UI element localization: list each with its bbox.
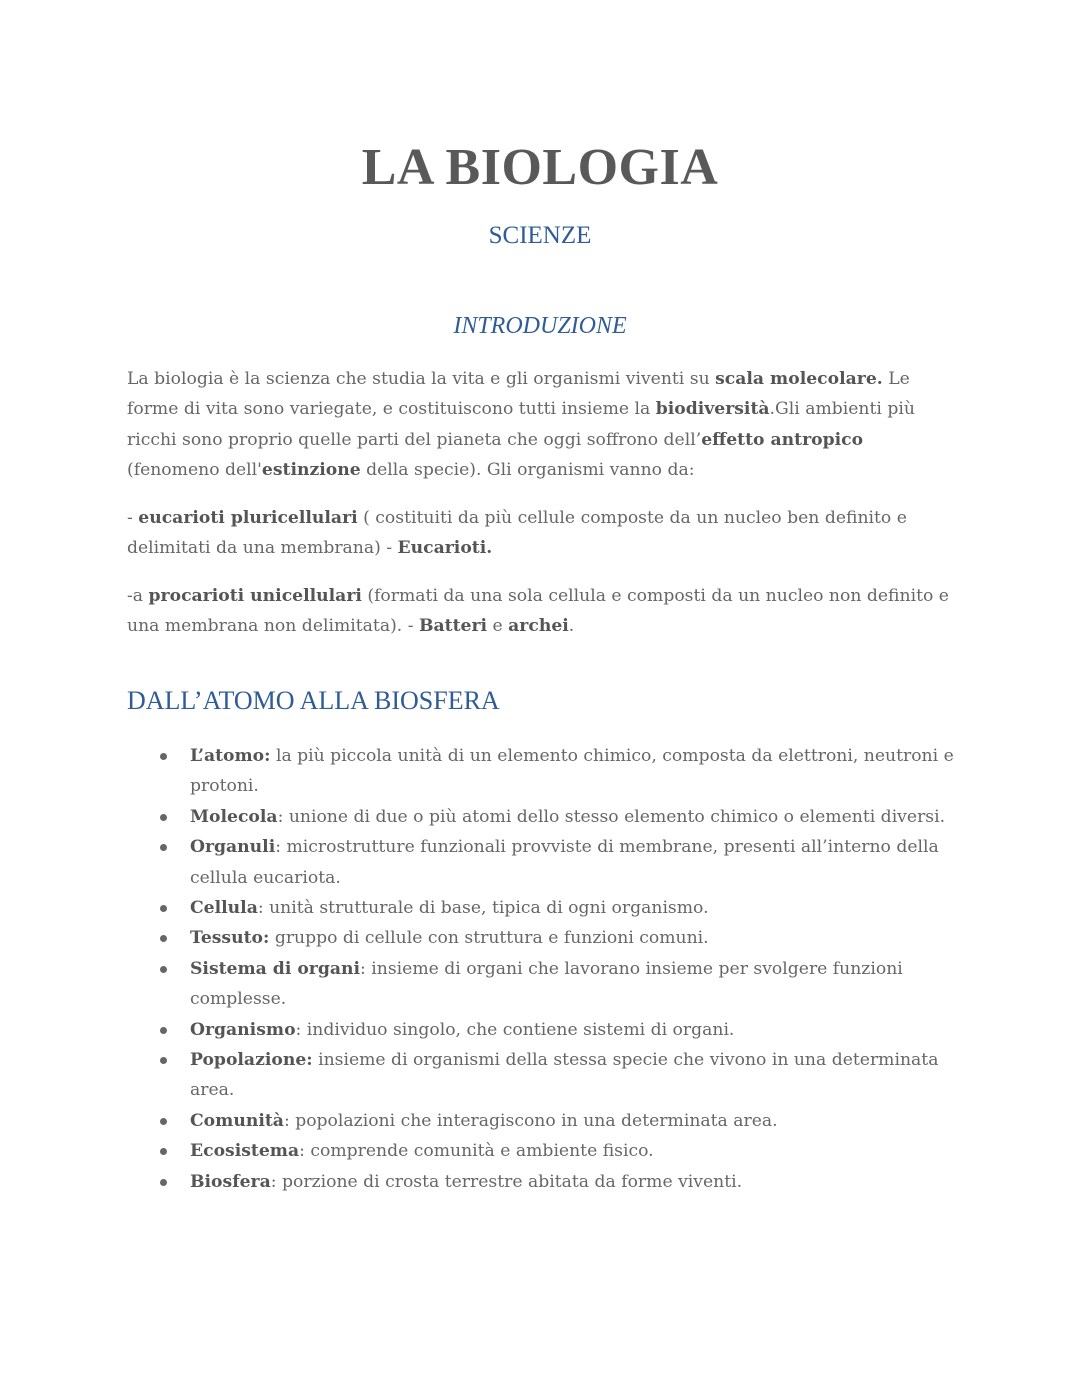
item-term: Molecola bbox=[190, 806, 278, 827]
item-text: : unità strutturale di base, tipica di ogni organismo. bbox=[257, 898, 709, 919]
bullet-icon bbox=[160, 905, 167, 912]
item-term: Cellula bbox=[190, 898, 258, 919]
bullet-icon bbox=[160, 1118, 167, 1125]
list-item bbox=[127, 1045, 957, 1106]
bold-term: eucarioti pluricellulari bbox=[138, 508, 358, 528]
list-item bbox=[127, 1136, 957, 1166]
bold-term: procarioti unicellulari bbox=[148, 586, 362, 606]
bullet-icon bbox=[160, 753, 167, 760]
list-item bbox=[127, 954, 957, 1015]
item-term: Ecosistema bbox=[190, 1141, 300, 1162]
bullet-icon bbox=[160, 935, 167, 942]
bold-term: estinzione bbox=[261, 460, 361, 481]
item-text: : insieme di organi che lavorano insieme per svolgere funzioni complesse. bbox=[190, 958, 903, 1010]
item-term: Sistema di organi bbox=[190, 958, 361, 979]
bullet-icon bbox=[160, 1057, 167, 1064]
bullet-icon bbox=[160, 814, 167, 821]
text-run: e bbox=[487, 616, 509, 637]
item-term: Tessuto: bbox=[190, 928, 270, 949]
item-term: Popolazione: bbox=[190, 1050, 313, 1071]
section-heading: DALL’ATOMO ALLA BIOSFERA bbox=[127, 686, 500, 715]
text-run: - bbox=[127, 508, 139, 528]
list-item bbox=[127, 1167, 957, 1197]
text-run: Le forme di vita sono variegate, e costituiscono tutti insieme la bbox=[127, 369, 910, 420]
bold-term: Eucarioti. bbox=[397, 538, 493, 559]
document-title: LA BIOLOGIA bbox=[361, 139, 719, 196]
item-text: la più piccola unità di un elemento chimico, composta da elettroni, neutroni e protoni. bbox=[190, 746, 954, 797]
item-term: L’atomo: bbox=[190, 746, 271, 766]
item-text: : comprende comunità e ambiente fisico. bbox=[299, 1141, 654, 1162]
list-item bbox=[127, 741, 957, 802]
item-text: : microstrutture funzionali provviste di membrane, presenti all’interno della cellula eucariota. bbox=[190, 837, 939, 888]
list-item bbox=[127, 1015, 957, 1045]
text-run: (fenomeno dell' bbox=[127, 460, 262, 481]
item-text: : individuo singolo, che contiene sistemi di organi. bbox=[295, 1019, 735, 1040]
bullet-icon bbox=[160, 966, 167, 973]
bold-term: biodiversità bbox=[655, 399, 770, 420]
item-text: gruppo di cellule con struttura e funzioni comuni. bbox=[269, 928, 709, 949]
text-run: La biologia è la scienza che studia la vita e gli organismi viventi su bbox=[127, 369, 716, 389]
document-subtitle: SCIENZE bbox=[488, 222, 592, 249]
bullet-icon bbox=[160, 1179, 167, 1186]
bullet-icon bbox=[160, 844, 167, 851]
item-text: insieme di organismi della stessa specie che vivono in una determinata area. bbox=[190, 1050, 939, 1101]
bold-term: Batteri bbox=[419, 616, 488, 637]
item-term: Comunità bbox=[190, 1110, 284, 1131]
item-term: Organismo bbox=[190, 1019, 296, 1040]
prokaryotes-paragraph bbox=[127, 581, 957, 642]
text-run: .Gli ambienti più ricchi sono proprio quelle parti del pianeta che oggi soffrono dell’ bbox=[127, 399, 915, 450]
bold-term: scala molecolare. bbox=[715, 369, 883, 389]
text-run: (formati da una sola cellula e composti da un nucleo non definito e una membrana non delimitata). - bbox=[127, 586, 949, 637]
intro-paragraph bbox=[127, 364, 957, 486]
bold-term: effetto antropico bbox=[701, 429, 864, 450]
list-item bbox=[127, 802, 957, 832]
eukaryotes-paragraph bbox=[127, 503, 957, 564]
text-run: . bbox=[568, 616, 575, 637]
text-run: -a bbox=[127, 586, 149, 606]
item-term: Organuli bbox=[190, 837, 276, 858]
intro-heading: INTRODUZIONE bbox=[453, 313, 627, 339]
list-item bbox=[127, 1106, 957, 1136]
text-run: della specie). Gli organismi vanno da: bbox=[360, 460, 695, 481]
item-term: Biosfera bbox=[190, 1171, 271, 1192]
text-run: ( costituiti da più cellule composte da un nucleo ben definito e delimitati da una membrana) - bbox=[127, 508, 907, 559]
list-item bbox=[127, 923, 957, 953]
bullet-icon bbox=[160, 1148, 167, 1155]
levels-list bbox=[127, 741, 957, 1197]
item-text: : unione di due o più atomi dello stesso elemento chimico o elementi diversi. bbox=[277, 806, 946, 827]
list-item bbox=[127, 893, 957, 923]
item-text: : popolazioni che interagiscono in una determinata area. bbox=[283, 1110, 778, 1131]
list-item bbox=[127, 832, 957, 893]
bullet-icon bbox=[160, 1027, 167, 1034]
item-text: : porzione di crosta terrestre abitata da forme viventi. bbox=[270, 1171, 743, 1192]
bold-term: archei bbox=[508, 616, 569, 637]
